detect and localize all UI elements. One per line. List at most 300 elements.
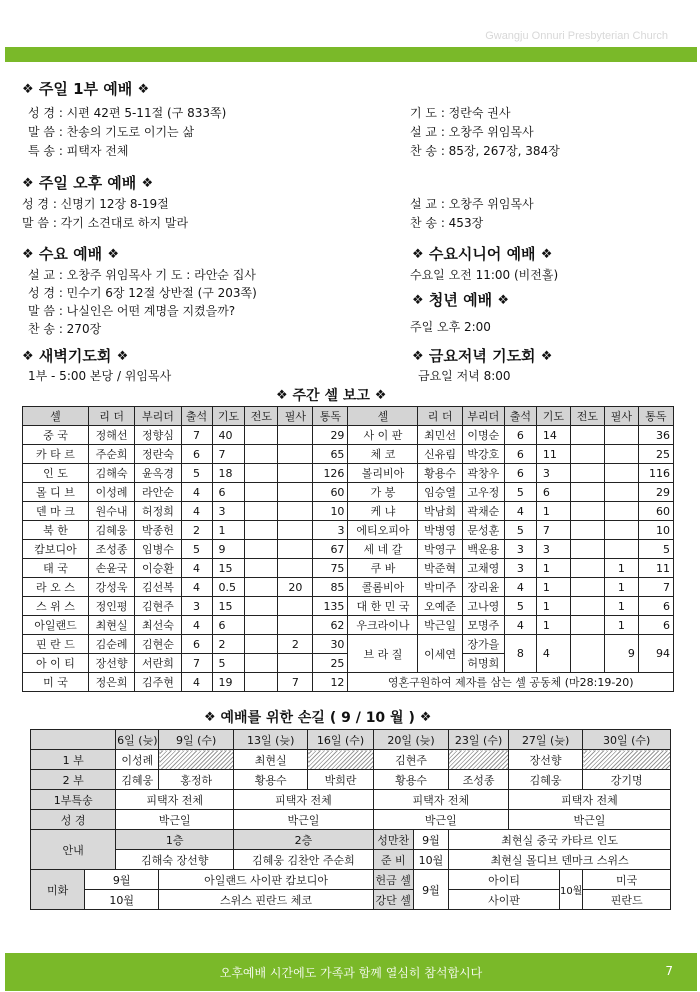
person-name: 김혜웅 <box>88 521 134 540</box>
person-name: 임승열 <box>418 483 462 502</box>
cell-name: 브 라 질 <box>348 635 418 673</box>
helper-name: 홍정하 <box>159 770 234 790</box>
scripture-line: 성 경 : 시편 42편 5-11절 (구 833쪽) <box>28 106 227 120</box>
person-name: 김현순 <box>135 635 181 654</box>
cell-name: 사 이 판 <box>348 426 418 445</box>
helper-name: 박근일 <box>508 810 670 830</box>
count-value: 40 <box>212 426 245 445</box>
count-value: 2 <box>212 635 245 654</box>
helper-name: 김혜웅 <box>116 770 159 790</box>
count-value: 6 <box>638 597 673 616</box>
first-service-row <box>31 750 671 770</box>
person-name: 김선복 <box>135 578 181 597</box>
cell-report-table <box>22 406 674 692</box>
person-name: 서란희 <box>135 654 181 673</box>
count-value: 67 <box>313 540 348 559</box>
section-title-youth <box>412 289 509 310</box>
count-value: 60 <box>313 483 348 502</box>
count-value: 4 <box>504 578 536 597</box>
table-row <box>23 673 674 692</box>
count-value <box>278 521 313 540</box>
count-value: 62 <box>313 616 348 635</box>
church-name: Gwangju Onnuri Presbyterian Church <box>485 30 668 42</box>
helper-name: 김혜웅 김찬안 주순희 <box>234 850 374 870</box>
person-name: 임병수 <box>135 540 181 559</box>
column-header: 전도 <box>245 407 278 426</box>
hymn-line: 찬 송 : 270장 <box>28 322 102 336</box>
count-value: 7 <box>278 673 313 692</box>
count-value: 7 <box>212 445 245 464</box>
person-name: 황용수 <box>418 464 462 483</box>
prayer-line: 기 도 : 정란숙 권사 <box>410 106 511 120</box>
floor-label: 1층 <box>116 830 234 850</box>
helper-name: 이성례 <box>116 750 159 770</box>
top-bar <box>5 47 697 62</box>
section-title-text: 수요 예배 <box>38 245 103 263</box>
table-row <box>23 578 674 597</box>
diamond-icon: ❖ <box>412 247 424 262</box>
person-name: 박영구 <box>418 540 462 559</box>
helper-name: 김현주 <box>373 750 449 770</box>
scripture-row <box>31 810 671 830</box>
section-title-sunday-afternoon <box>22 172 153 193</box>
count-value: 4 <box>181 578 212 597</box>
count-value: 1 <box>536 502 570 521</box>
preacher-line: 설 교 : 오창주 위임목사 <box>410 197 534 211</box>
cell-name: 캄보디아 <box>23 540 89 559</box>
section-title-wednesday-senior <box>412 243 552 264</box>
column-header: 통독 <box>313 407 348 426</box>
column-header: 셀 <box>23 407 89 426</box>
service-helpers-title <box>204 707 431 727</box>
count-value: 5 <box>504 597 536 616</box>
helper-name: 조성종 <box>449 770 509 790</box>
count-value: 11 <box>536 445 570 464</box>
section-title-wednesday <box>22 243 119 264</box>
count-value: 29 <box>638 483 673 502</box>
count-value <box>245 559 278 578</box>
count-value: 4 <box>536 635 570 673</box>
count-value <box>278 483 313 502</box>
person-name: 이성례 <box>88 483 134 502</box>
count-value <box>278 426 313 445</box>
person-name: 곽채순 <box>462 502 504 521</box>
count-value: 29 <box>313 426 348 445</box>
person-name: 문성훈 <box>462 521 504 540</box>
count-value <box>278 559 313 578</box>
row-label: 1 부 <box>31 750 116 770</box>
column-header: 출석 <box>181 407 212 426</box>
table-row <box>23 426 674 445</box>
helper-name: 황용수 <box>234 770 308 790</box>
count-value: 6 <box>638 616 673 635</box>
count-value: 5 <box>212 654 245 673</box>
count-value: 4 <box>181 616 212 635</box>
cell-name: 카 타 르 <box>23 445 89 464</box>
person-name: 고나영 <box>462 597 504 616</box>
diamond-icon: ❖ <box>141 176 154 191</box>
row-label: 강단 셀 <box>373 890 413 910</box>
count-value: 19 <box>212 673 245 692</box>
person-name: 정란숙 <box>135 445 181 464</box>
cell-name: 에티오피아 <box>348 521 418 540</box>
person-name: 정은희 <box>88 673 134 692</box>
month-cell: 10월 <box>413 850 449 870</box>
cell-name: 미 국 <box>23 673 89 692</box>
count-value: 3 <box>536 540 570 559</box>
cell-name: 라 오 스 <box>23 578 89 597</box>
person-name: 이승환 <box>135 559 181 578</box>
person-name: 정해선 <box>88 426 134 445</box>
cell-name: 몰 디 브 <box>23 483 89 502</box>
diamond-icon: ❖ <box>540 349 553 364</box>
helper-name: 아일랜드 사이판 캄보디아 <box>159 870 374 890</box>
table-row <box>23 635 674 654</box>
sermon-line: 말 씀 : 찬송의 기도로 이기는 삶 <box>28 125 195 139</box>
person-name: 고채영 <box>462 559 504 578</box>
helper-name: 박근일 <box>116 810 234 830</box>
date-cell: 27일 (늦) <box>508 730 582 750</box>
count-value: 126 <box>313 464 348 483</box>
helper-name: 미국 <box>583 870 671 890</box>
person-name: 원수내 <box>88 502 134 521</box>
person-name: 손윤국 <box>88 559 134 578</box>
person-name: 박미주 <box>418 578 462 597</box>
count-value: 7 <box>181 426 212 445</box>
cell-name: 가 봉 <box>348 483 418 502</box>
cell-name: 체 코 <box>348 445 418 464</box>
count-value: 94 <box>638 635 673 673</box>
person-name: 최현실 <box>88 616 134 635</box>
count-value: 6 <box>504 426 536 445</box>
diamond-icon: ❖ <box>540 247 553 262</box>
count-value <box>570 502 604 521</box>
row-label: 성만찬 <box>373 830 413 850</box>
person-name: 고우정 <box>462 483 504 502</box>
count-value: 1 <box>536 559 570 578</box>
count-value <box>278 464 313 483</box>
helper-name: 장선향 <box>508 750 582 770</box>
cell-report-title-text: 주간 셀 보고 <box>292 388 370 404</box>
person-name: 박강호 <box>462 445 504 464</box>
diamond-icon: ❖ <box>204 710 216 725</box>
count-value <box>570 540 604 559</box>
diamond-icon: ❖ <box>374 388 387 403</box>
person-name: 박병영 <box>418 521 462 540</box>
count-value: 5 <box>504 521 536 540</box>
person-name: 허명희 <box>462 654 504 673</box>
cell-name: 덴 마 크 <box>23 502 89 521</box>
row-label: 안내 <box>31 830 116 870</box>
count-value: 1 <box>536 616 570 635</box>
schedule-line: 금요일 저녁 8:00 <box>418 369 511 383</box>
section-title-text: 청년 예배 <box>428 291 493 309</box>
count-value: 6 <box>212 616 245 635</box>
helper-name: 핀란드 <box>583 890 671 910</box>
empty-cell <box>570 635 604 673</box>
count-value: 18 <box>212 464 245 483</box>
person-name: 박남희 <box>418 502 462 521</box>
diamond-icon: ❖ <box>497 293 509 308</box>
section-title-sunday-first <box>22 78 149 99</box>
diamond-icon: ❖ <box>22 349 34 364</box>
person-name: 김현주 <box>135 597 181 616</box>
diamond-icon: ❖ <box>107 247 119 262</box>
column-header: 출석 <box>504 407 536 426</box>
section-title-text: 새벽기도회 <box>38 347 112 365</box>
person-name: 신유림 <box>418 445 462 464</box>
count-value <box>570 578 604 597</box>
count-value: 36 <box>638 426 673 445</box>
date-cell: 9일 (수) <box>159 730 234 750</box>
count-value <box>278 502 313 521</box>
helper-name: 피택자 전체 <box>116 790 234 810</box>
count-value: 65 <box>313 445 348 464</box>
count-value: 9 <box>604 635 638 673</box>
person-name: 강성욱 <box>88 578 134 597</box>
corner-cell <box>31 730 116 750</box>
count-value <box>245 426 278 445</box>
count-value <box>570 483 604 502</box>
helper-name: 최현실 중국 카타르 인도 <box>449 830 671 850</box>
schedule-line: 1부 - 5:00 본당 / 위임목사 <box>28 369 172 383</box>
column-header: 통독 <box>638 407 673 426</box>
count-value: 1 <box>604 597 638 616</box>
count-value <box>604 483 638 502</box>
month-cell: 10월 <box>559 870 582 910</box>
table-row <box>23 464 674 483</box>
person-name: 정향심 <box>135 426 181 445</box>
helper-name: 최현실 <box>234 750 308 770</box>
table-row <box>23 540 674 559</box>
helper-name: 피택자 전체 <box>234 790 374 810</box>
diamond-icon: ❖ <box>137 82 150 97</box>
count-value: 0.5 <box>212 578 245 597</box>
count-value: 11 <box>638 559 673 578</box>
count-value: 1 <box>604 578 638 597</box>
count-value: 6 <box>504 464 536 483</box>
count-value: 7 <box>536 521 570 540</box>
helper-name: 스위스 핀란드 체코 <box>159 890 374 910</box>
sermon-line: 말 씀 : 나실인은 어떤 계명을 지켰을까? <box>28 304 236 318</box>
cell-name: 북 한 <box>23 521 89 540</box>
count-value: 85 <box>313 578 348 597</box>
table-row <box>23 483 674 502</box>
count-value <box>570 616 604 635</box>
helper-name: 최현실 몰디브 덴마크 스위스 <box>449 850 671 870</box>
column-header: 부리더 <box>135 407 181 426</box>
column-header: 기도 <box>536 407 570 426</box>
diamond-icon: ❖ <box>22 247 34 262</box>
count-value <box>278 597 313 616</box>
date-cell: 20일 (늦) <box>373 730 449 750</box>
count-value: 116 <box>638 464 673 483</box>
page-number: 7 <box>665 964 673 978</box>
diamond-icon: ❖ <box>22 82 34 97</box>
cell-name: 중 국 <box>23 426 89 445</box>
month-cell: 10월 <box>85 890 159 910</box>
count-value <box>245 521 278 540</box>
person-name: 곽창우 <box>462 464 504 483</box>
column-header: 기도 <box>212 407 245 426</box>
sermon-line: 말 씀 : 각기 소견대로 하지 말라 <box>22 216 189 230</box>
cell-name: 아일랜드 <box>23 616 89 635</box>
table-row <box>23 597 674 616</box>
person-name: 장가을 <box>462 635 504 654</box>
count-value <box>278 654 313 673</box>
count-value: 3 <box>181 597 212 616</box>
count-value: 1 <box>604 616 638 635</box>
column-header: 리 더 <box>418 407 462 426</box>
count-value <box>245 464 278 483</box>
count-value <box>604 502 638 521</box>
table-row <box>23 521 674 540</box>
count-value <box>245 616 278 635</box>
count-value <box>245 654 278 673</box>
count-value: 1 <box>604 559 638 578</box>
count-value: 3 <box>504 559 536 578</box>
count-value: 2 <box>181 521 212 540</box>
column-header: 셀 <box>348 407 418 426</box>
section-title-text: 주일 오후 예배 <box>38 174 137 192</box>
service-helpers-table <box>30 729 671 910</box>
count-value: 75 <box>313 559 348 578</box>
diamond-icon: ❖ <box>276 388 288 403</box>
helper-name: 김혜웅 <box>508 770 582 790</box>
count-value <box>245 578 278 597</box>
count-value: 15 <box>212 559 245 578</box>
count-value: 6 <box>536 483 570 502</box>
helper-name: 박근일 <box>234 810 374 830</box>
count-value <box>570 597 604 616</box>
person-name: 오예준 <box>418 597 462 616</box>
count-value: 14 <box>536 426 570 445</box>
count-value: 7 <box>181 654 212 673</box>
floor-label: 2층 <box>234 830 374 850</box>
footer-message: 오후예배 시간에도 가족과 함께 열심히 참석합시다 <box>219 966 483 980</box>
diamond-icon: ❖ <box>419 710 432 725</box>
hymn-line: 찬 송 : 453장 <box>410 216 484 230</box>
section-title-text: 금요저녁 기도회 <box>428 347 536 365</box>
row-label: 준 비 <box>373 850 413 870</box>
column-header: 리 더 <box>88 407 134 426</box>
count-value: 5 <box>181 540 212 559</box>
person-name: 주순희 <box>88 445 134 464</box>
cell-name: 쿠 바 <box>348 559 418 578</box>
count-value: 25 <box>638 445 673 464</box>
column-header: 전도 <box>570 407 604 426</box>
row-label: 헌금 셀 <box>373 870 413 890</box>
cell-name: 인 도 <box>23 464 89 483</box>
count-value <box>278 616 313 635</box>
empty-cell <box>159 750 234 770</box>
count-value <box>245 673 278 692</box>
count-value <box>245 635 278 654</box>
count-value <box>604 521 638 540</box>
cell-name: 볼리비아 <box>348 464 418 483</box>
count-value: 7 <box>638 578 673 597</box>
section-title-dawn-prayer <box>22 345 128 366</box>
month-cell: 9월 <box>413 830 449 850</box>
count-value <box>278 445 313 464</box>
month-cell: 9월 <box>85 870 159 890</box>
table-row <box>23 445 674 464</box>
scripture-line: 성 경 : 민수기 6장 12절 상반절 (구 203쪽) <box>28 286 257 300</box>
empty-cell <box>449 750 509 770</box>
person-name: 김순례 <box>88 635 134 654</box>
person-name: 정인평 <box>88 597 134 616</box>
section-title-text: 주일 1부 예배 <box>38 80 133 98</box>
helper-name: 피택자 전체 <box>508 790 670 810</box>
diamond-icon: ❖ <box>412 293 424 308</box>
row-label: 2 부 <box>31 770 116 790</box>
schedule-line: 수요일 오전 11:00 (비전홀) <box>410 268 559 282</box>
count-value <box>278 540 313 559</box>
count-value: 6 <box>504 445 536 464</box>
table-row <box>23 559 674 578</box>
service-helpers-title-text: 예배를 위한 손길 ( 9 / 10 월 ) <box>220 710 415 726</box>
date-cell: 30일 (수) <box>583 730 671 750</box>
person-name: 김해숙 <box>88 464 134 483</box>
person-name: 모명주 <box>462 616 504 635</box>
preacher-line: 설 교 : 오창주 위임목사 <box>410 125 534 139</box>
cell-report-title <box>276 385 386 405</box>
helper-name: 강기명 <box>583 770 671 790</box>
helper-name: 피택자 전체 <box>373 790 508 810</box>
count-value <box>570 521 604 540</box>
count-value: 12 <box>313 673 348 692</box>
table-row <box>23 616 674 635</box>
count-value <box>245 540 278 559</box>
count-value <box>245 502 278 521</box>
count-value: 4 <box>181 483 212 502</box>
person-name: 윤옥경 <box>135 464 181 483</box>
helper-name: 황용수 <box>373 770 449 790</box>
helper-name: 박근일 <box>373 810 508 830</box>
count-value: 3 <box>536 464 570 483</box>
cell-name: 태 국 <box>23 559 89 578</box>
person-name: 최선숙 <box>135 616 181 635</box>
schedule-line: 주일 오후 2:00 <box>410 320 491 334</box>
count-value: 1 <box>536 578 570 597</box>
count-value: 5 <box>504 483 536 502</box>
count-value: 5 <box>638 540 673 559</box>
count-value: 3 <box>313 521 348 540</box>
count-value <box>604 445 638 464</box>
section-title-friday-prayer <box>412 345 552 366</box>
count-value <box>604 426 638 445</box>
guide-row-1 <box>31 830 671 850</box>
count-value: 5 <box>181 464 212 483</box>
hymn-line: 찬 송 : 85장, 267장, 384장 <box>410 144 560 158</box>
count-value: 25 <box>313 654 348 673</box>
column-header: 필사 <box>278 407 313 426</box>
person-name: 박준혁 <box>418 559 462 578</box>
count-value <box>570 426 604 445</box>
person-name: 이명순 <box>462 426 504 445</box>
count-value: 4 <box>504 616 536 635</box>
count-value <box>245 483 278 502</box>
count-value <box>604 464 638 483</box>
footer-bar <box>5 953 697 991</box>
column-header: 부리더 <box>462 407 504 426</box>
dates-row <box>31 730 671 750</box>
count-value <box>570 464 604 483</box>
row-label: 미화 <box>31 870 85 910</box>
diamond-icon: ❖ <box>412 349 424 364</box>
cell-name: 아 이 티 <box>23 654 89 673</box>
count-value <box>570 445 604 464</box>
